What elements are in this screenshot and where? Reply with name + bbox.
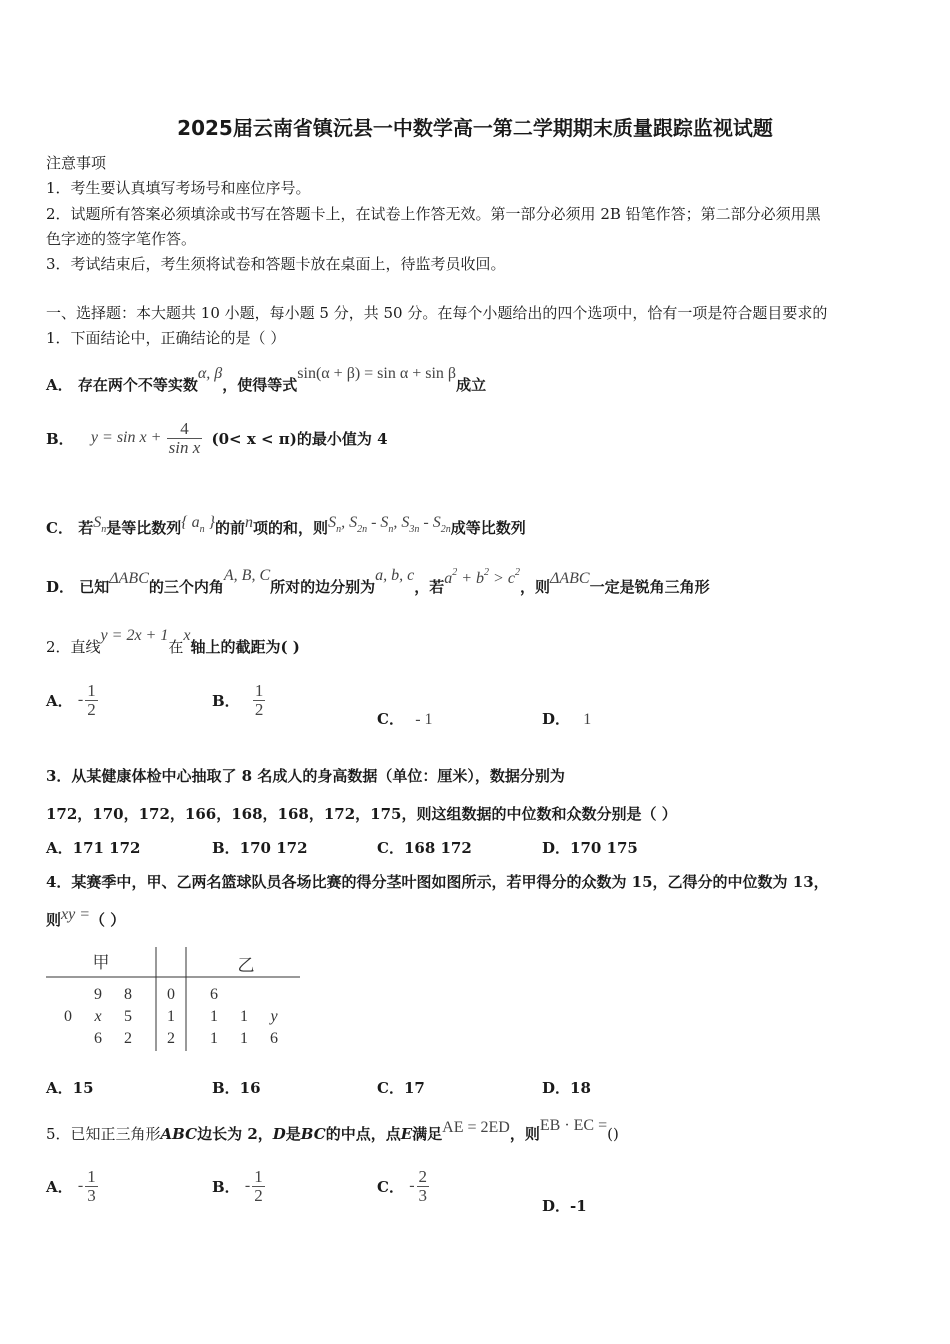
numerator: 2 xyxy=(418,1167,428,1186)
math-line: y = 2x + 1 xyxy=(100,627,169,644)
text: 若 xyxy=(78,519,94,537)
text: ，则 xyxy=(519,578,550,596)
math-d: D xyxy=(272,1125,286,1143)
fraction xyxy=(252,1168,265,1205)
q3-option-d: D．170 175 xyxy=(542,839,638,857)
option-label: B． xyxy=(46,429,74,448)
q5-option-d xyxy=(542,1195,587,1216)
fraction xyxy=(85,682,98,719)
sym: - S xyxy=(419,514,441,531)
q3-line2: 172，170，172，166，168，168，172，175，则这组数据的中位数和众数分别是（ ） xyxy=(46,805,677,823)
text: 所对的边分别为 xyxy=(270,578,376,596)
math-dot-product: EB · EC = xyxy=(539,1117,608,1134)
q1-option-a xyxy=(46,365,487,395)
notice-item-2-cont: 色字迹的签字笔作答。 xyxy=(46,230,197,248)
q2-option-d xyxy=(542,708,591,729)
math-x: x xyxy=(183,627,191,644)
math-sides: a, b, c xyxy=(375,567,415,584)
stem: 2 xyxy=(167,1030,175,1047)
math-abc: ABC xyxy=(160,1125,198,1143)
denominator: 2 xyxy=(254,699,264,719)
neg-sign: - xyxy=(77,1177,84,1195)
text: (0< x < π)的最小值为 4 xyxy=(211,429,388,448)
q3-option-b: B．170 172 xyxy=(212,839,308,857)
math-y-sinx: y = sin x + xyxy=(90,429,162,447)
sym: a xyxy=(191,514,200,531)
q4-line2 xyxy=(46,906,126,930)
q4-option-a: A．15 xyxy=(46,1079,94,1097)
leaf-right: 1 xyxy=(240,1030,248,1047)
leaf-right: 1 xyxy=(210,1030,218,1047)
neg-sign: - xyxy=(244,1177,251,1195)
q1-option-b xyxy=(46,420,388,457)
sub: n xyxy=(101,524,107,535)
text: （ ） xyxy=(90,911,126,929)
leaf-right: 6 xyxy=(270,1030,278,1047)
sup: 2 xyxy=(452,567,458,578)
right-header: 乙 xyxy=(237,956,255,975)
q2-stem xyxy=(46,627,300,657)
notice-item-3: 3．考试结束后，考生须将试卷和答题卡放在桌面上，待监考员收回。 xyxy=(46,255,506,273)
math-triangle: ΔABC xyxy=(109,570,149,587)
leaf-right: 6 xyxy=(210,986,218,1003)
option-label: B． xyxy=(212,1177,240,1196)
text: 成等比数列 xyxy=(450,519,526,537)
option-label: C． xyxy=(377,1177,404,1196)
math-e: E xyxy=(400,1125,413,1143)
text: 是等比数列 xyxy=(106,519,182,537)
option-label: D． xyxy=(542,710,571,728)
text: 2．直线 xyxy=(46,638,101,656)
math-inequality xyxy=(444,567,520,587)
q5-option-c xyxy=(377,1168,429,1205)
text: 轴上的截距为( ) xyxy=(190,638,300,656)
page-title: 2025届云南省镇沅县一中数学高一第二学期期末质量跟踪监视试题 xyxy=(177,116,773,140)
text: 的三个内角 xyxy=(148,578,224,596)
neg-sign: - xyxy=(409,1177,415,1195)
numerator: 4 xyxy=(180,419,189,438)
option-value: - 1 xyxy=(415,711,433,728)
math-seq-a: { $a_n$ } xyxy=(181,514,216,535)
sup: 2 xyxy=(514,567,520,578)
q2-option-a xyxy=(46,682,98,719)
math-sums xyxy=(328,514,451,535)
leaf-left: 6 xyxy=(94,1030,102,1047)
denominator: sin x xyxy=(168,437,201,457)
text: 满足 xyxy=(412,1125,443,1143)
q2-option-c xyxy=(377,708,433,729)
q4-option-d: D．18 xyxy=(542,1079,591,1097)
text: ，若 xyxy=(414,578,445,596)
text: 的中点，点 xyxy=(325,1125,401,1143)
math-sin-equation: sin(α + β) = sin α + sin β xyxy=(297,365,457,382)
q1-option-c xyxy=(46,514,526,541)
option-label: A． xyxy=(46,691,73,710)
fraction xyxy=(253,682,266,719)
sym: , S xyxy=(341,514,358,531)
option-label: C． xyxy=(377,710,404,728)
option-label: A． xyxy=(46,376,73,394)
numerator: 1 xyxy=(254,681,264,700)
text: ，则 xyxy=(509,1125,540,1143)
text: 是 xyxy=(285,1125,301,1143)
numerator: 1 xyxy=(87,1167,96,1186)
fraction-4-over-sinx xyxy=(167,420,203,457)
stem: 1 xyxy=(167,1008,175,1025)
denominator: 2 xyxy=(254,1185,263,1205)
leaf-right: 1 xyxy=(210,1008,218,1025)
sub: n xyxy=(388,524,394,535)
leaf-right: y xyxy=(270,1008,278,1025)
q5-option-a xyxy=(46,1168,98,1205)
q2-option-b xyxy=(212,682,265,719)
sym: + b xyxy=(457,570,485,587)
text: 存在两个不等实数 xyxy=(77,376,198,394)
math-angles: A, B, C xyxy=(223,567,271,584)
q1-option-d xyxy=(46,567,710,597)
text: 边长为 2， xyxy=(197,1125,273,1143)
option-label: D． xyxy=(46,578,75,596)
q3-line1: 3．从某健康体检中心抽取了 8 名成人的身高数据（单位：厘米），数据分别为 xyxy=(46,767,565,785)
text: 成立 xyxy=(456,376,487,394)
fraction xyxy=(417,1168,430,1205)
stem-leaf-plot xyxy=(46,943,302,1058)
notice-heading: 注意事项 xyxy=(46,154,107,172)
notice-item-1: 1．考生要认真填写考场号和座位序号。 xyxy=(46,179,311,197)
text: 5．已知正三角形 xyxy=(46,1125,161,1143)
neg-sign: - xyxy=(77,691,84,709)
sub: n xyxy=(199,524,205,535)
sym: - S xyxy=(367,514,389,531)
math-triangle: ΔABC xyxy=(549,570,590,587)
sym: a xyxy=(444,570,453,587)
option-label: C． xyxy=(46,519,73,537)
sub: 2n xyxy=(357,524,368,535)
numerator: 1 xyxy=(254,1167,263,1186)
sym: , S xyxy=(393,514,410,531)
leaf-right: 1 xyxy=(240,1008,248,1025)
sub: 3n xyxy=(409,524,420,535)
left-header: 甲 xyxy=(92,953,110,972)
q3-option-c: C．168 172 xyxy=(377,839,472,857)
sym: S xyxy=(93,514,102,531)
q4-option-c: C．17 xyxy=(377,1079,425,1097)
sub: n xyxy=(336,524,342,535)
math-s xyxy=(93,514,107,535)
leaf-left: x xyxy=(94,1008,102,1025)
fraction xyxy=(85,1168,98,1205)
q5-stem xyxy=(46,1117,619,1144)
denominator: 3 xyxy=(418,1185,428,1205)
math-ae-2ed: AE = 2ED xyxy=(442,1119,510,1136)
sub: 2n xyxy=(440,524,451,535)
math-alpha-beta: α, β xyxy=(197,365,223,382)
leaf-left: 9 xyxy=(94,986,102,1003)
q4-line1: 4．某赛季中，甲、乙两名篮球队员各场比赛的得分茎叶图如图所示，若甲得分的众数为 15，乙得分的中位数为 13， xyxy=(46,873,829,891)
option-value: -1 xyxy=(570,1197,587,1215)
option-value: 1 xyxy=(583,711,592,728)
text: () xyxy=(607,1125,619,1143)
sup: 2 xyxy=(484,567,490,578)
stem: 0 xyxy=(167,986,175,1003)
math-xy: xy = xyxy=(61,906,91,923)
q3-option-a: A．171 172 xyxy=(46,839,141,857)
leaf-left: 2 xyxy=(124,1030,132,1047)
math-n: n xyxy=(245,514,254,531)
q5-option-b xyxy=(212,1168,265,1205)
leaf-left: 5 xyxy=(124,1008,132,1025)
q4-option-b: B．16 xyxy=(212,1079,261,1097)
text: 一定是锐角三角形 xyxy=(589,578,710,596)
math-bc: BC xyxy=(300,1125,326,1143)
option-label: D． xyxy=(542,1197,571,1215)
sym: > c xyxy=(489,570,515,587)
text: 的前 xyxy=(215,519,246,537)
option-label: A． xyxy=(46,1177,73,1196)
denominator: 2 xyxy=(87,699,96,719)
section-heading: 一、选择题：本大题共 10 小题，每小题 5 分，共 50 分。在每个小题给出的四个选项中，恰有一项是符合题目要求的 xyxy=(46,304,828,322)
notice-item-2: 2．试题所有答案必须填涂或书写在答题卡上，在试卷上作答无效。第一部分必须用 2B 铅笔作答；第二部分必须用黑 xyxy=(46,205,821,223)
leaf-left: 0 xyxy=(64,1008,72,1025)
leaf-left: 8 xyxy=(124,986,132,1003)
text: 已知 xyxy=(79,578,110,596)
text: 项的和，则 xyxy=(253,519,329,537)
text: 则 xyxy=(46,911,62,929)
q1-stem: 1．下面结论中，正确结论的是（ ） xyxy=(46,329,286,347)
sym: S xyxy=(328,514,337,531)
text: ，使得等式 xyxy=(222,376,298,394)
text: 在 xyxy=(168,638,184,656)
option-label: B． xyxy=(212,691,240,710)
numerator: 1 xyxy=(87,681,96,700)
denominator: 3 xyxy=(87,1185,96,1205)
